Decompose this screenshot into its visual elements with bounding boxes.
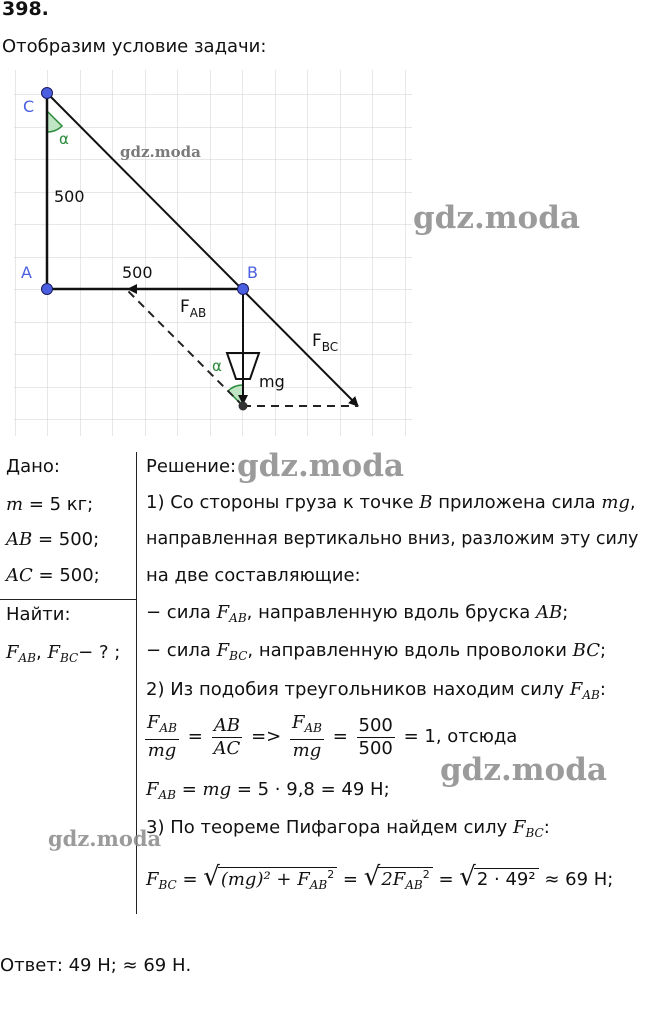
watermark-4: gdz.moda xyxy=(48,826,162,851)
watermark-small: gdz.moda xyxy=(120,143,201,161)
label-fab: $F_{AB}$ xyxy=(180,297,207,320)
watermark-3: gdz.moda xyxy=(440,752,607,788)
find-values: $F_{AB}$, $F_{BC}-$ ? ; xyxy=(6,642,121,665)
watermark-2: gdz.moda xyxy=(237,448,404,484)
solution-line-9: 3) По теореме Пифагора найдем силу $F_{BC}$: xyxy=(146,817,550,840)
fraction-fab-mg: $\frac{F_{AB}}{mg}$ xyxy=(147,712,177,761)
solution-line-1: 1) Со стороны груза к точке B приложена сила mg, xyxy=(146,492,636,513)
solution-line-10: $F_{BC} = √(mg)^2 + F_{AB}^2 = √2F_{AB}^2 = √2 \cdot 49^2 \approx 69$ Н; xyxy=(146,862,614,892)
label-b: B xyxy=(247,263,258,282)
solution-line-5: − сила $F_{BC}$, направленную вдоль проволоки BC; xyxy=(146,640,607,663)
point-a xyxy=(42,284,53,295)
solution-title: Решение: xyxy=(146,456,237,477)
point-c xyxy=(42,88,53,99)
given-ac: AC = 500; xyxy=(6,565,100,586)
solution-line-6: 2) Из подобия треугольников находим силу $F_{AB}$: xyxy=(146,679,606,702)
fraction-500-500: $\frac{500}{500}$ xyxy=(358,714,393,759)
solution-line-3: на две составляющие: xyxy=(146,565,361,586)
intro-text: Отобразим условие задачи: xyxy=(2,36,267,57)
solution-line-4: − сила $F_{AB}$, направленную вдоль бруска AB; xyxy=(146,602,569,625)
given-title: Дано: xyxy=(6,456,60,477)
fraction-fab-mg-2: $\frac{F_{AB}}{mg}$ xyxy=(291,712,322,761)
label-fbc: $F_{BC}$ xyxy=(312,331,339,354)
solution-line-8: $F_{AB}$ = mg = 5 · 9,8 = 49 Н; xyxy=(146,779,390,802)
solution-line-2: направленная вертикально вниз, разложим эту силу xyxy=(146,529,639,549)
label-c: C xyxy=(23,97,35,116)
problem-diagram xyxy=(0,62,420,442)
answer-text: Ответ: 49 Н; ≈ 69 Н. xyxy=(0,955,192,976)
table-divider-horizontal xyxy=(0,599,136,600)
fraction-ab-ac: $\frac{AB}{AC}$ xyxy=(213,714,241,759)
label-a: A xyxy=(21,263,32,282)
given-mass: m = 5 кг; xyxy=(6,494,94,515)
problem-number: 398. xyxy=(2,0,49,20)
label-alpha-load: α xyxy=(212,357,222,375)
label-mg: mg xyxy=(259,372,285,391)
point-b xyxy=(238,284,249,295)
grid-background xyxy=(14,70,412,436)
solution-proportion: $\frac{F_{AB}}{mg}$ = $\frac{AB}{AC}$ => $\frac{F_{AB}}{mg}$ = $\frac{500}{500}$ = 1, отсюда xyxy=(147,712,518,761)
given-ab: AB = 500; xyxy=(6,529,100,550)
find-title: Найти: xyxy=(6,604,71,625)
label-ac-length: 500 xyxy=(54,187,85,206)
point-load xyxy=(239,402,248,411)
label-alpha-c: α xyxy=(59,130,69,148)
watermark-1: gdz.moda xyxy=(413,200,580,236)
label-ab-length: 500 xyxy=(122,263,153,282)
